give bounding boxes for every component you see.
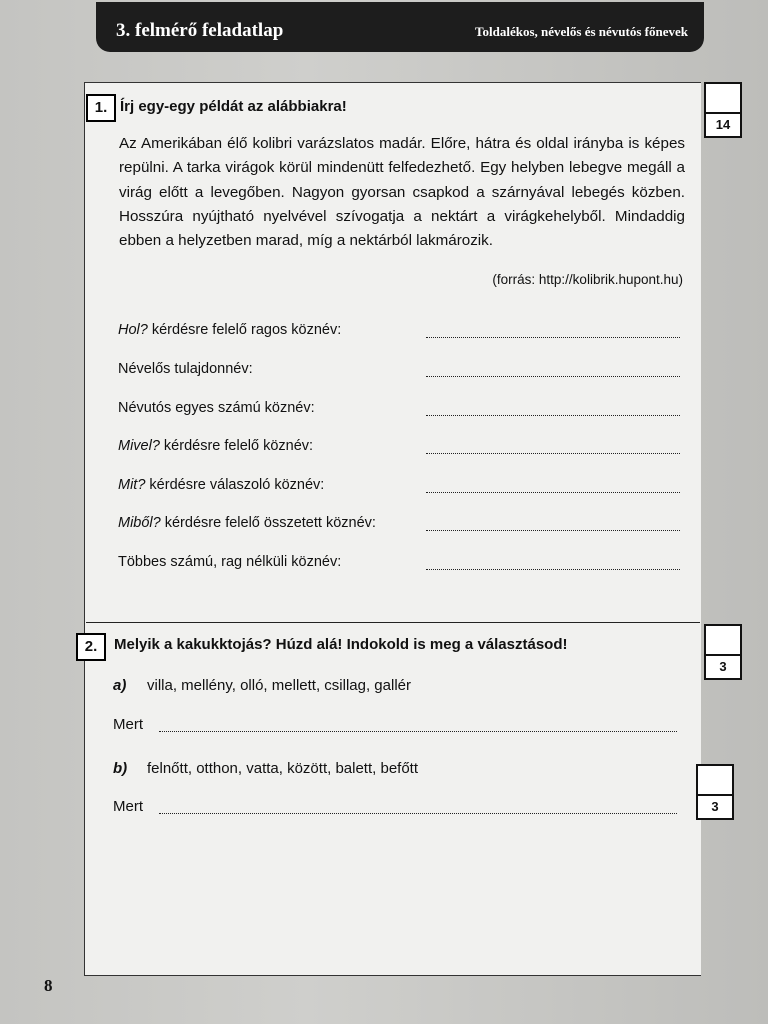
question-word: Mivel? <box>118 438 160 454</box>
score-blank[interactable] <box>698 766 732 796</box>
answer-row-label <box>118 515 376 531</box>
answer-row <box>118 515 680 535</box>
task2-number: 2. <box>76 633 106 661</box>
task2a-score-box <box>704 624 742 680</box>
answer-row-label <box>118 361 253 377</box>
task2-instruction: Melyik a kakukktojás? Húzd alá! Indokold is meg a választásod! <box>114 636 568 653</box>
answer-row <box>118 438 680 458</box>
answer-row-text: kérdésre felelő összetett köznév: <box>160 515 376 531</box>
task2a-reason <box>113 716 677 738</box>
answer-row <box>118 554 680 574</box>
answer-row-label <box>118 477 324 493</box>
task2b-score: 3 <box>711 799 719 814</box>
question-word: Mit? <box>118 477 146 493</box>
header-bar <box>96 2 704 52</box>
section-divider <box>86 622 700 623</box>
answer-line[interactable] <box>426 569 680 570</box>
task2b-words[interactable]: felnőtt, otthon, vatta, között, balett, befőtt <box>147 760 419 777</box>
task1-score-box <box>704 82 742 138</box>
mert-label: Mert <box>113 798 143 815</box>
task2a-options <box>113 677 411 694</box>
task2a-letter: a) <box>113 677 127 694</box>
task1-number: 1. <box>86 94 116 122</box>
answer-line[interactable] <box>159 731 677 732</box>
task2b-letter: b) <box>113 760 128 777</box>
answer-row-text: Névutós egyes számú köznév: <box>118 400 315 416</box>
answer-line[interactable] <box>426 376 680 377</box>
answer-row <box>118 400 680 420</box>
answer-row <box>118 361 680 381</box>
answer-line[interactable] <box>426 530 680 531</box>
answer-row-text: kérdésre felelő köznév: <box>159 438 314 454</box>
answer-row-label <box>118 554 341 570</box>
answer-line[interactable] <box>426 415 680 416</box>
task2b-reason <box>113 798 677 820</box>
question-word: Miből? <box>118 515 161 531</box>
topic-title: Toldalékos, névelős és névutós főnevek <box>475 24 688 39</box>
answer-row-label <box>118 400 315 416</box>
answer-row-text: Többes számú, rag nélküli köznév: <box>118 554 342 570</box>
question-word: Hol? <box>118 322 148 338</box>
task2a-words[interactable]: villa, mellény, olló, mellett, csillag, gallér <box>147 677 411 694</box>
mert-label: Mert <box>113 716 143 733</box>
answer-row-label <box>118 322 341 338</box>
score-blank[interactable] <box>706 84 740 114</box>
answer-row-label <box>118 438 313 454</box>
worksheet-title: 3. felmérő feladatlap <box>116 20 284 41</box>
task2b-options <box>113 760 418 777</box>
task2b-score-box <box>696 764 734 820</box>
answer-line[interactable] <box>159 813 677 814</box>
task1-source: (forrás: http://kolibrik.hupont.hu) <box>492 272 683 287</box>
task1-paragraph: Az Amerikában élő kolibri varázslatos madár. Előre, hátra és oldal irányba is képes repülni. A tarka virágok körül mindenütt felfedezhető. Egy helyben lebegve megáll a virág előtt a levegőben. Nagyon gyorsan csapkod a szárnyával lebegés közben. Hosszúra nyújtható nyelvével szívogatja a nektárt a virágkehelyből. Mindaddig ebben a helyzetben marad, míg a nektárból lakmározik. <box>119 135 685 250</box>
task2a-score: 3 <box>719 659 727 674</box>
score-blank[interactable] <box>706 626 740 656</box>
page-number: 8 <box>44 976 53 995</box>
task1-instruction: Írj egy-egy példát az alábbiakra! <box>120 98 347 115</box>
task1-score: 14 <box>715 117 731 132</box>
answer-line[interactable] <box>426 492 680 493</box>
answer-row-text: Névelős tulajdonnév: <box>118 361 253 377</box>
answer-row-text: kérdésre felelő ragos köznév: <box>147 322 342 338</box>
answer-line[interactable] <box>426 337 680 338</box>
answer-row <box>118 477 680 497</box>
answer-line[interactable] <box>426 453 680 454</box>
answer-row-text: kérdésre válaszoló köznév: <box>145 477 325 493</box>
answer-row <box>118 322 680 342</box>
